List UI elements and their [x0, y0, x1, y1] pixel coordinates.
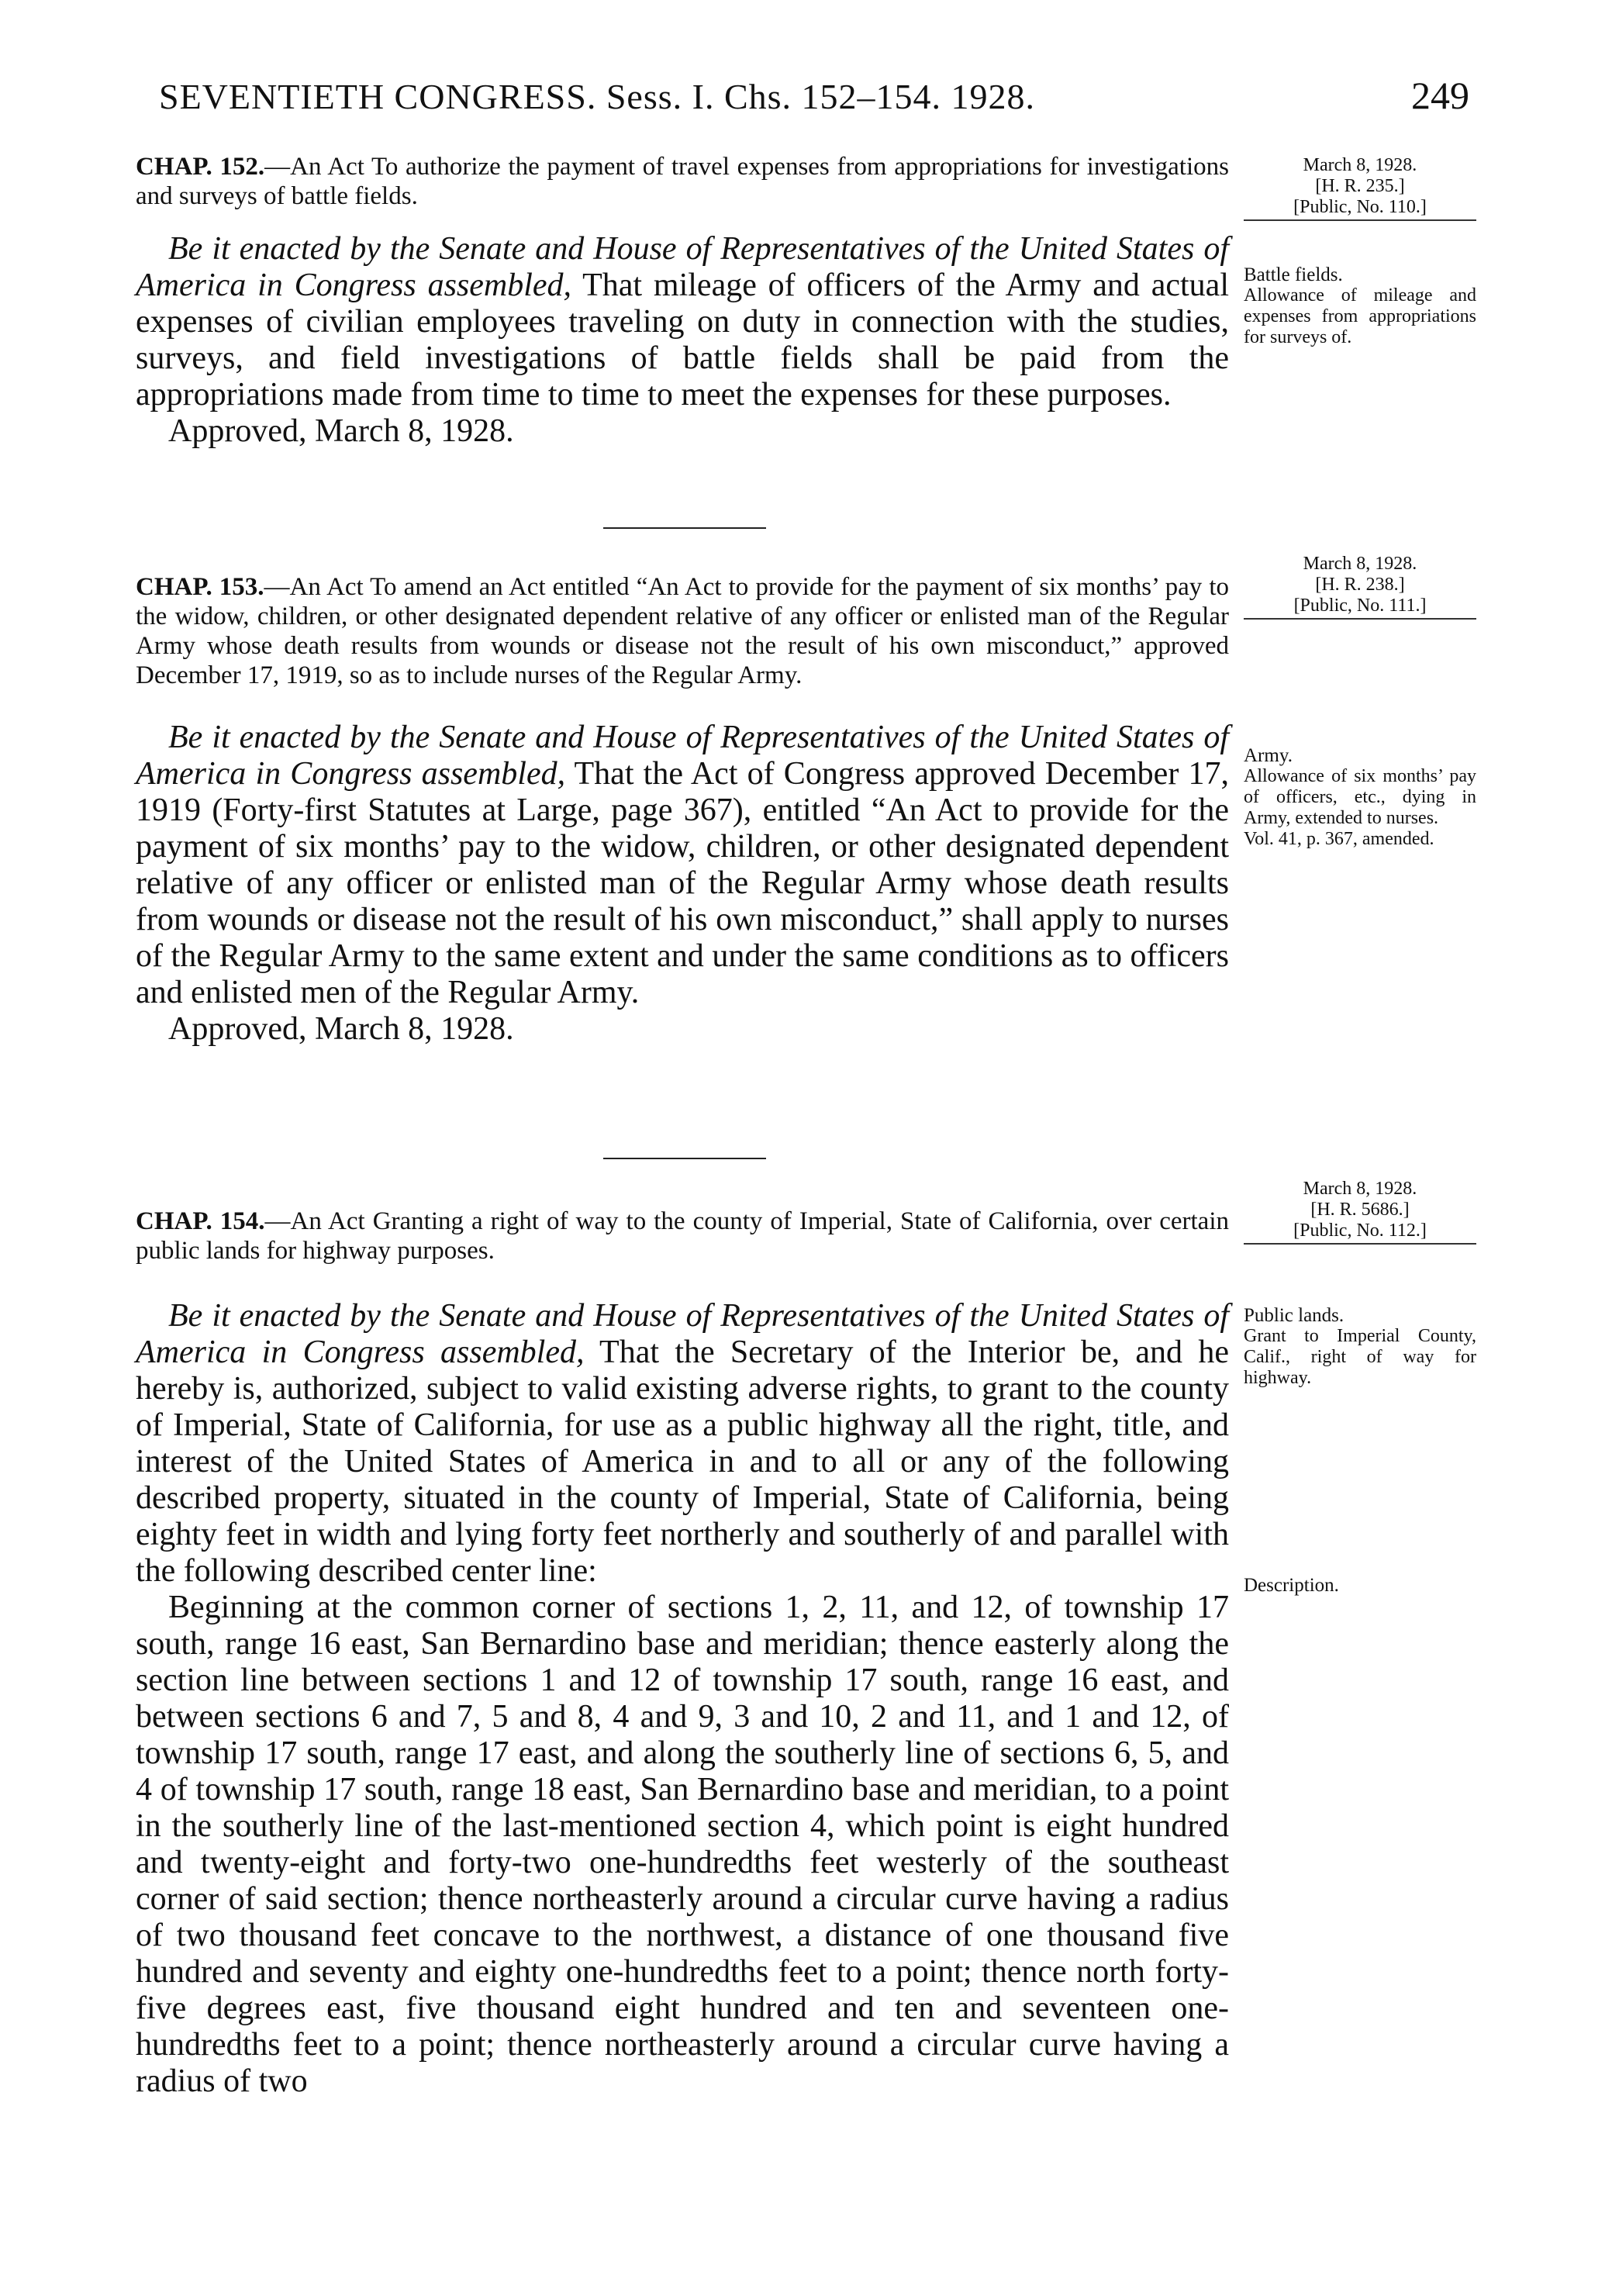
enactment-date: March 8, 1928.: [1303, 554, 1417, 574]
side-heading: Public lands.: [1244, 1305, 1344, 1326]
chapter-number: CHAP. 153.: [136, 573, 264, 601]
bill-number: [H. R. 235.]: [1315, 176, 1405, 196]
margin-notes-154: [1244, 1179, 1476, 1596]
chapter-body: [136, 231, 1229, 413]
chapter-body: [136, 720, 1229, 1011]
section-text: That the Act of Congress approved December 17, 1919 (Forty-first Statutes at Large, page 367), entitled “An Act to provide for the payment of six months’ pay to the widow, children, or other designated dependent relative of any officer or enlisted man of the Regular Army whose death results from wounds or disease not the result of his own misconduct,” shall apply to nurses of the Regular Army to the same extent and under the same conditions as to officers and enlisted men of the Regular Army.: [136, 756, 1229, 1010]
running-header: [159, 76, 1469, 123]
enacting-clause: Be it enacted by the Senate and House of Representatives of the United States of America in Congress assembled,: [136, 1298, 1229, 1370]
public-law-number: [Public, No. 112.]: [1244, 1221, 1476, 1245]
property-description: Beginning at the common corner of sections 1, 2, 11, and 12, of township 17 south, range 16 east, San Bernardino base and meridian; thence easterly along the section line between sections 1 and 12 of township 17 south, range 16 east, and between sections 6 and 7, 5 and 8, 4 and 9, 3 and 10, 2 and 11, and 1 and 12, of township 17 south, range 17 east, and along the southerly line of sections 6, 5, and 4 of township 17 south, range 18 east, San Bernardino base and meridian, to a point in the southerly line of the last-mentioned section 4, which point is eight hundred and twenty-eight and forty-two one-hundredths feet westerly of the southeast corner of said section; thence northeasterly around a circular curve having a radius of two thousand feet concave to the northwest, a distance of one thousand five hundred and seventy and eighty one-hundredths feet to a point; thence north forty-five degrees east, five thousand eight hundred and ten and seventeen one-hundredths feet to a point; thence northeasterly around a circular curve having a radius of two: [136, 1590, 1229, 2099]
chapter-number: CHAP. 154.: [136, 1207, 265, 1235]
chapter-154: [136, 1207, 1229, 2100]
margin-notes-152: [1244, 155, 1476, 348]
chapter-caption: [136, 152, 1229, 211]
side-note: Grant to Imperial County, Calif., right of way for highway.: [1244, 1326, 1476, 1388]
enacting-clause: Be it enacted by the Senate and House of Representatives of the United States of America in Congress assembled,: [136, 231, 1229, 303]
public-law-number: [Public, No. 111.]: [1244, 596, 1476, 620]
enactment-date: March 8, 1928.: [1303, 155, 1417, 175]
approval-line: Approved, March 8, 1928.: [168, 413, 514, 449]
side-heading: Army.: [1244, 745, 1293, 766]
side-note-reference: Vol. 41, p. 367, amended.: [1244, 829, 1434, 849]
section-text: That the Secretary of the Interior be, and he hereby is, authorized, subject to valid existing adverse rights, to grant to the county of Imperial, State of California, for use as a public highway all the right, title, and interest of the United States of America in and to all or any of the following described property, situated in the county of Imperial, State of California, being eighty feet in width and lying forty feet northerly and southerly of and parallel with the following described center line:: [136, 1334, 1229, 1589]
section-divider: [603, 1158, 766, 1159]
side-description-label: Description.: [1244, 1575, 1339, 1596]
chapter-152: [136, 152, 1229, 450]
bill-number: [H. R. 5686.]: [1310, 1200, 1410, 1220]
chapter-title: —An Act To amend an Act entitled “An Act to provide for the payment of six months’ pay to the widow, children, or other designated dependent relative of any officer or enlisted man of the Regular Army whose death results from wounds or disease not the result of his own misconduct,” approved December 17, 1919, so as to include nurses of the Regular Army.: [136, 573, 1229, 689]
public-law-number: [Public, No. 110.]: [1244, 197, 1476, 221]
enactment-date: March 8, 1928.: [1303, 1179, 1417, 1199]
side-note: Allowance of six months’ pay of officers, etc., dying in Army, extended to nurses.: [1244, 766, 1476, 828]
enacting-clause: Be it enacted by the Senate and House of Representatives of the United States of America in Congress assembled,: [136, 720, 1229, 792]
side-note: Allowance of mileage and expenses from appropriations for surveys of.: [1244, 285, 1476, 347]
section-divider: [603, 527, 766, 529]
side-heading: Battle fields.: [1244, 264, 1343, 285]
running-title: SEVENTIETH CONGRESS. Sess. I. Chs. 152–154. 1928.: [159, 77, 1036, 116]
margin-notes-153: [1244, 554, 1476, 850]
chapter-caption: [136, 572, 1229, 690]
chapter-caption: [136, 1207, 1229, 1265]
approval-line: Approved, March 8, 1928.: [168, 1011, 514, 1047]
chapter-number: CHAP. 152.: [136, 153, 265, 181]
chapter-body: [136, 1298, 1229, 1590]
section-text: That mileage of officers of the Army and actual expenses of civilian employees traveling on duty in connection with the studies, surveys, and field investigations of battle fields shall be paid from the appropriations made from time to time to meet the expenses for these purposes.: [136, 268, 1229, 413]
chapter-title: —An Act Granting a right of way to the county of Imperial, State of California, over certain public lands for highway purposes.: [136, 1207, 1229, 1265]
chapter-title: —An Act To authorize the payment of travel expenses from appropriations for investigations and surveys of battle fields.: [136, 153, 1229, 210]
chapter-153: [136, 572, 1229, 1048]
bill-number: [H. R. 238.]: [1315, 575, 1405, 595]
page-number: 249: [1411, 74, 1469, 117]
